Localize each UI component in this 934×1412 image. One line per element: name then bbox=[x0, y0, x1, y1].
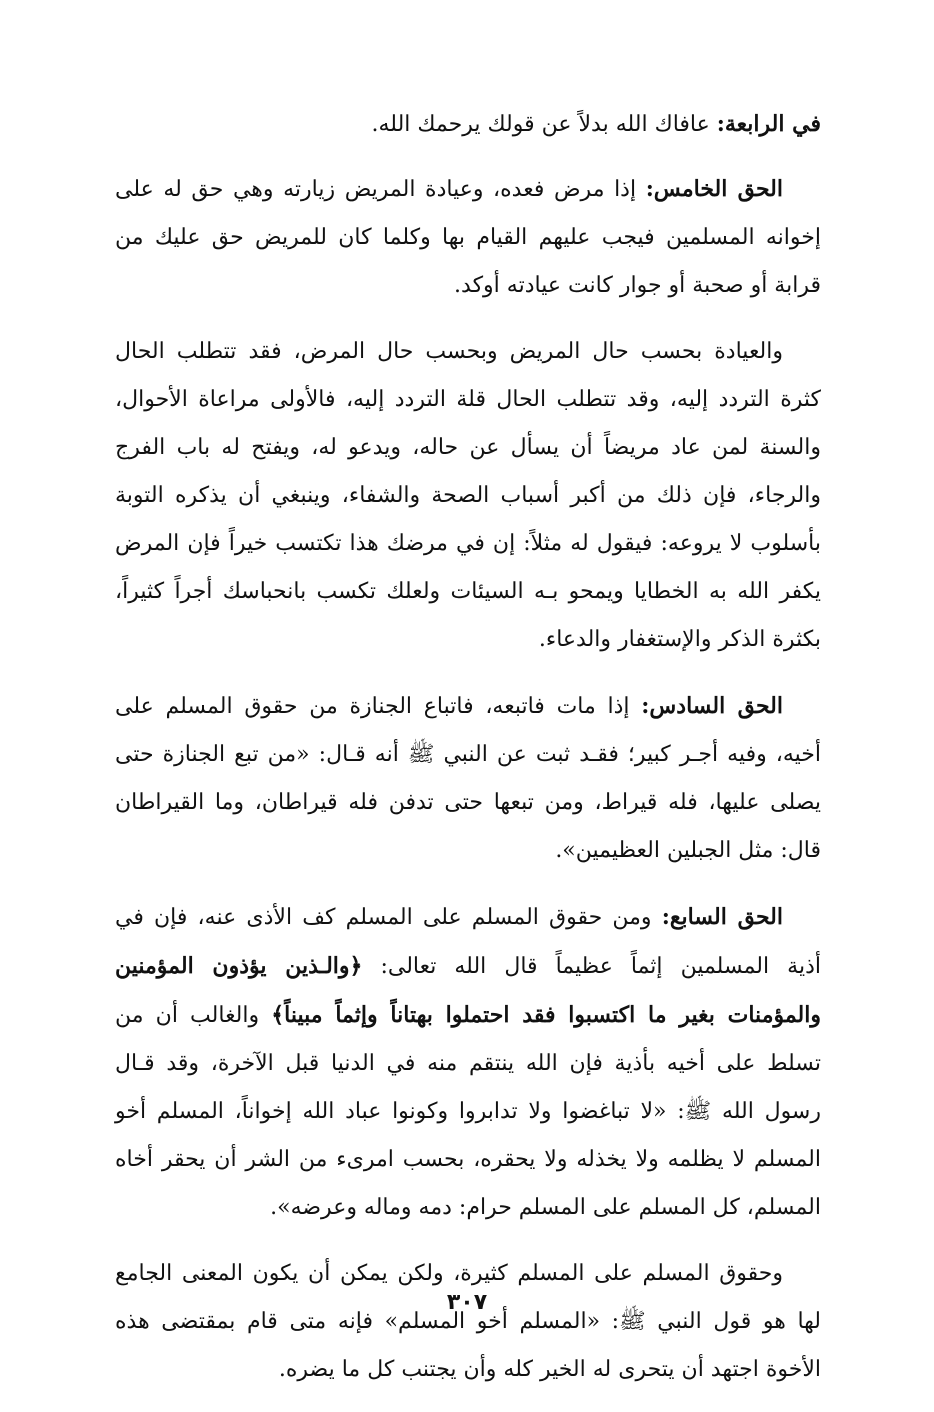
paragraph-text: عافاك الله بدلاً عن قولك يرحمك الله. bbox=[371, 112, 717, 137]
paragraph-heading: الحق السابع: bbox=[661, 904, 783, 930]
paragraph-heading: الحق السادس: bbox=[641, 693, 783, 719]
paragraph-text: إذا مرض فعده، وعيادة المريض زيارته وهي حق له على إخوانه المسلمين فيجب عليهم القيام بها وكلما كان للمريض حق عليك من قرابة أو صحبة أو جوار كانت عيادته أوكد. bbox=[115, 177, 821, 298]
paragraph-rights-summary bbox=[115, 1250, 821, 1394]
paragraph-text: إذا مات فاتبعه، فاتباع الجنازة من حقوق المسلم على أخيه، وفيه أجـر كبير؛ فقـد ثبت عن النبي ﷺ أنه قـال: «من تبع الجنازة حتى يصلى عليها، فله قيراط، ومن تبعها حتى تدفن فله قيراطان، وما القيراطان قال: مثل الجبلين العظيمين». bbox=[115, 694, 821, 863]
paragraph-sixth-right bbox=[115, 682, 821, 875]
paragraph-heading: الحق الخامس: bbox=[645, 176, 783, 202]
paragraph-text: وحقوق المسلم على المسلم كثيرة، ولكن يمكن أن يكون المعنى الجامع لها هو قول النبي ﷺ: «المسلم أخو المسلم» فإنه متى قام بمقتضى هذه الأخوة اجتهد أن يتحرى له الخير كله وأن يجتنب كل ما يضره. bbox=[115, 1261, 821, 1382]
page-number: ٣٠٧ bbox=[446, 1290, 488, 1315]
paragraph-fourth-right bbox=[115, 100, 821, 149]
paragraph-text: والغالب أن من تسلط على أخيه بأذية فإن الله ينتقم منه في الدنيا قبل الآخرة، وقد قـال رسول الله ﷺ: «لا تباغضوا ولا تدابروا وكونوا عباد الله إخواناً، المسلم أخو المسلم لا يظلمه ولا يخذله ولا يحقره، بحسب امرىء من الشر أن يحقر أخاه المسلم، كل المسلم على المسلم حرام: دمه وماله وعرضه». bbox=[115, 1003, 821, 1220]
paragraph-heading: في الرابعة: bbox=[716, 111, 821, 137]
paragraph-text: ومن حقوق المسلم على المسلم كف الأذى عنه، فإن في أذية المسلمين إثماً عظيماً قال الله تعالى: bbox=[115, 905, 821, 979]
paragraph-text: والعيادة بحسب حال المريض وبحسب حال المرض، فقد تتطلب الحال كثرة التردد إليه، وقد تتطلب الحال قلة التردد إليه، فالأولى مراعاة الأحوال، والسنة لمن عاد مريضاً أن يسأل عن حاله، ويدعو له، ويفتح له باب الفرج والرجاء، فإن ذلك من أكبر أسباب الصحة والشفاء، وينبغي أن يذكره التوبة بأسلوب لا يروعه: فيقول له مثلاً: إن في مرضك هذا تكتسب خيراً فإن المرض يكفر الله به الخطايا ويمحو بـه السيئات ولعلك تكسب بانحباسك أجراً كثيراً، بكثرة الذكر والإستغفار والدعاء. bbox=[115, 339, 821, 652]
paragraph-visiting-sick bbox=[115, 328, 821, 664]
quran-verse: ﴿والـذين يؤذون المؤمنين والمؤمنات بغير ما اكتسبوا فقد احتملوا بهتاناً وإثماً مبيناً﴾ bbox=[115, 953, 821, 1028]
paragraph-seventh-right bbox=[115, 893, 821, 1232]
page-body bbox=[115, 100, 821, 1412]
paragraph-fifth-right bbox=[115, 165, 821, 310]
